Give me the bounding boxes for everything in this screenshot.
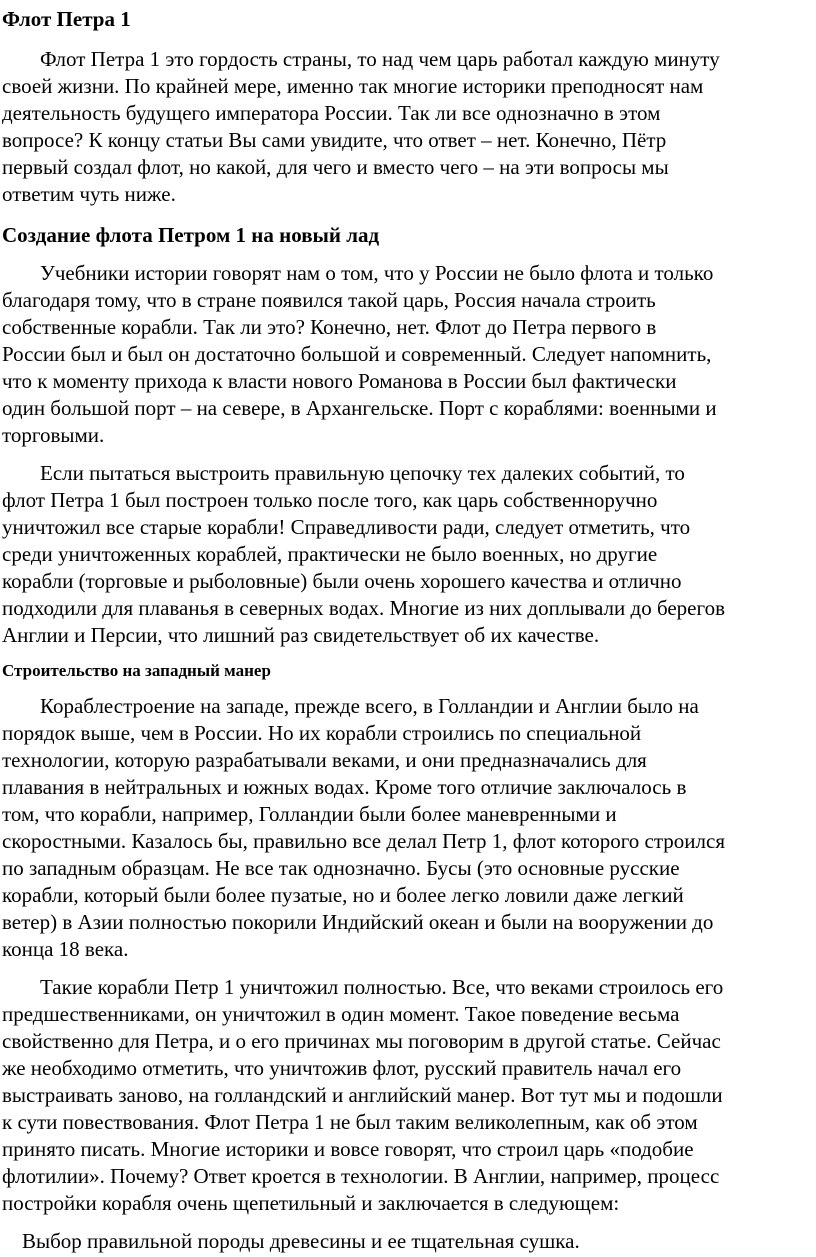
text-line: постройки корабля очень щепетильный и заключается в следующем:: [2, 1191, 620, 1215]
text-line: выстраивать заново, на голландский и английский манер. Вот тут мы и подошли: [2, 1083, 723, 1107]
text-line: Флот Петра 1 это гордость страны, то над чем царь работал каждую минуту: [40, 47, 720, 71]
section-heading: Строительство на западный манер: [2, 661, 271, 680]
text-line: Учебники истории говорят нам о том, что у России не было флота и только: [40, 261, 714, 285]
text-line: среди уничтоженных кораблей, практически не было военных, но другие: [2, 542, 658, 566]
text-line: свойственно для Петра, и о его причинах мы поговорим в другой статье. Сейчас: [2, 1029, 721, 1053]
text-line: ветер) в Азии полностью покорили Индийский океан и были на вооружении до: [2, 910, 714, 934]
text-line: вопросе? К концу статьи Вы сами увидите, что ответ – нет. Конечно, Пётр: [2, 128, 667, 152]
text-line: по западным образцам. Не все так однозначно. Бусы (это основные русские: [2, 856, 680, 880]
text-line: торговыми.: [2, 423, 105, 447]
section1-paragraph-2: [2, 460, 725, 649]
text-line: один большой порт – на севере, в Архангельске. Порт с кораблями: военными и: [2, 396, 717, 420]
section2-paragraph-1: [2, 693, 725, 963]
text-line: флот Петра 1 был построен только после того, как царь собственноручно: [2, 488, 658, 512]
text-line: к сути повествования. Флот Петра 1 не был таким великолепным, как об этом: [2, 1110, 698, 1134]
text-line: том, что корабли, например, Голландии были более маневренными и: [2, 802, 617, 826]
text-line: конца 18 века.: [2, 937, 129, 961]
text-line: что к моменту прихода к власти нового Романова в России был фактически: [2, 369, 677, 393]
text-line: принято писать. Многие историки и вовсе говорят, что строил царь «подобие: [2, 1137, 694, 1161]
text-line: технологии, которую разрабатывали веками, и они предназначались для: [2, 748, 647, 772]
text-line: деятельность будущего императора России. Так ли все однозначно в этом: [2, 101, 661, 125]
section2-paragraph-2: [2, 974, 723, 1217]
section-heading: Создание флота Петром 1 на новый лад: [2, 223, 380, 247]
page-title: Флот Петра 1: [2, 7, 131, 31]
text-line: же необходимо отметить, что уничтожив флот, русский правитель начал его: [2, 1056, 682, 1080]
list-item: Выбор правильной породы древесины и ее тщательная сушка.: [22, 1229, 580, 1253]
text-line: Англии и Персии, что лишний раз свидетельствует об их качестве.: [2, 623, 600, 647]
text-line: собственные корабли. Так ли это? Конечно, нет. Флот до Петра первого в: [2, 315, 657, 339]
text-line: России был и был он достаточно большой и современный. Следует напомнить,: [2, 342, 712, 366]
text-line: порядок выше, чем в России. Но их корабли строились по специальной: [2, 721, 642, 745]
text-line: предшественниками, он уничтожил в один момент. Такое поведение весьма: [2, 1002, 680, 1026]
text-line: Такие корабли Петр 1 уничтожил полностью. Все, что веками строилось его: [40, 975, 724, 999]
section1-paragraph-1: [2, 260, 717, 449]
text-line: Кораблестроение на западе, прежде всего, в Голландии и Англии было на: [40, 694, 699, 718]
text-line: благодаря тому, что в стране появился такой царь, Россия начала строить: [2, 288, 656, 312]
text-line: Если пытаться выстроить правильную цепочку тех далеких событий, то: [40, 461, 685, 485]
intro-paragraph: [2, 46, 720, 208]
text-line: первый создал флот, но какой, для чего и вместо чего – на эти вопросы мы: [2, 155, 669, 179]
text-line: ответим чуть ниже.: [2, 182, 176, 206]
text-line: подходили для плаванья в северных водах. Многие из них доплывали до берегов: [2, 596, 726, 620]
text-line: корабли, который были более пузатые, но и более легко ловили даже легкий: [2, 883, 684, 907]
text-line: своей жизни. По крайней мере, именно так многие историки преподносят нам: [2, 74, 704, 98]
text-line: уничтожил все старые корабли! Справедливости ради, следует отметить, что: [2, 515, 691, 539]
text-line: корабли (торговые и рыболовные) были очень хорошего качества и отлично: [2, 569, 682, 593]
text-line: плавания в нейтральных и южных водах. Кроме того отличие заключалось в: [2, 775, 687, 799]
text-line: флотилии». Почему? Ответ кроется в технологии. В Англии, например, процесс: [2, 1164, 720, 1188]
text-line: скоростными. Казалось бы, правильно все делал Петр 1, флот которого строился: [2, 829, 726, 853]
